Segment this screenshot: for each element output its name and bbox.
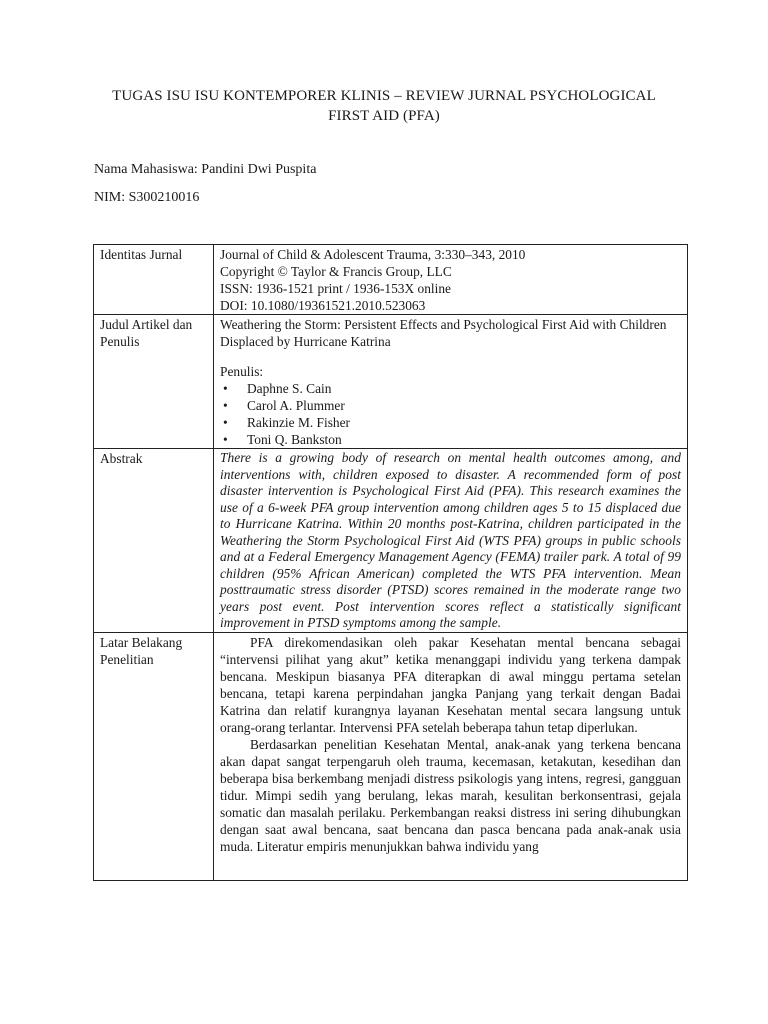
table-row-latar-belakang	[94, 632, 688, 880]
journal-name: Journal of Child & Adolescent Trauma, 3:330–343, 2010	[220, 247, 526, 262]
journal-identity-cell	[214, 245, 688, 315]
list-item	[220, 431, 681, 448]
article-title-cell	[214, 315, 688, 449]
journal-issn: ISSN: 1936-1521 print / 1936-153X online	[220, 281, 451, 296]
table-row-judul	[94, 315, 688, 449]
row-label: Judul Artikel dan Penulis	[94, 315, 214, 449]
student-nim: NIM: S300210016	[94, 190, 200, 205]
author-name: Daphne S. Cain	[247, 381, 332, 396]
background-cell	[214, 632, 688, 880]
list-item	[220, 414, 681, 431]
background-paragraph-1: PFA direkomendasikan oleh pakar Kesehatan mental bencana sebagai “intervensi pilihat yang akut” ketika menanggapi individu yang terkena dampak bencana. Meskipun biasanya PFA diterapkan di awal minggu pertama setelan bencana, tetapi karena perpindahan jangka Panjang yang terkait dengan Badai Katrina dan relatif kurangnya layanan Kesehatan mental secara langsung untuk orang-orang terlantar. Intervensi PFA setelah beberapa tahun tetap diperlukan.	[220, 634, 681, 735]
list-item	[220, 380, 681, 397]
title-line-2: FIRST AID (PFA)	[328, 108, 440, 124]
table-row-abstrak	[94, 449, 688, 633]
bullet-icon: •	[223, 381, 228, 396]
bullet-icon: •	[223, 415, 228, 430]
list-item	[220, 397, 681, 414]
bullet-icon: •	[223, 398, 228, 413]
article-title: Weathering the Storm: Persistent Effects and Psychological First Aid with Children Displaced by Hurricane Katrina	[220, 317, 667, 349]
background-paragraph-2: Berdasarkan penelitian Kesehatan Mental, anak-anak yang terkena bencana akan dapat sangat terpengaruh oleh trauma, kecemasan, ketakutan, kesedihan dan beberapa bisa berkembang menjadi distress psikologis yang intens, regresi, gangguan tidur. Mimpi sedih yang berulang, lekas marah, kesulitan berkonsentrasi, gejala somatic dan masalah perilaku. Perkembangan reaksi distress ini sering dihubungkan dengan saat awal bencana, saat bencana dan pasca bencana pada anak-anak usia muda. Literatur empiris menunjukkan bahwa individu yang	[220, 736, 681, 854]
bullet-icon: •	[223, 432, 228, 447]
table-row-identitas	[94, 245, 688, 315]
title-line-1: TUGAS ISU ISU KONTEMPORER KLINIS – REVIEW JURNAL PSYCHOLOGICAL	[112, 88, 656, 104]
journal-doi: DOI: 10.1080/19361521.2010.523063	[220, 298, 426, 313]
author-name: Toni Q. Bankston	[247, 432, 342, 447]
student-name: Nama Mahasiswa: Pandini Dwi Puspita	[94, 162, 317, 177]
row-label: Latar Belakang Penelitian	[94, 632, 214, 880]
author-name: Rakinzie M. Fisher	[247, 415, 351, 430]
row-label: Identitas Jurnal	[94, 245, 214, 315]
author-name: Carol A. Plummer	[247, 398, 345, 413]
abstract-text: There is a growing body of research on mental health outcomes among, and interventions with, children exposed to disaster. A recommended form of post disaster intervention is Psychological First Aid (PFA). This research examines the use of a 6-week PFA group intervention among children ages 5 to 15 displaced due to Hurricane Katrina. Within 20 months post-Katrina, children participated in the Weathering the Storm Psychological First Aid (WTS PFA) groups in public schools and at a Federal Emergency Management Agency (FEMA) trailer park. A total of 99 children (95% African American) completed the WTS PFA intervention. Mean posttraumatic stress disorder (PTSD) scores remained in the moderate range two years post event. Post intervention scores reflect a statistically significant improvement in PTSD symptoms among the sample.	[214, 449, 688, 633]
authors-heading: Penulis:	[220, 364, 264, 379]
document-title	[94, 86, 674, 126]
row-label: Abstrak	[94, 449, 214, 633]
journal-copyright: Copyright © Taylor & Francis Group, LLC	[220, 264, 452, 279]
review-table	[93, 244, 688, 881]
author-list	[220, 380, 681, 448]
